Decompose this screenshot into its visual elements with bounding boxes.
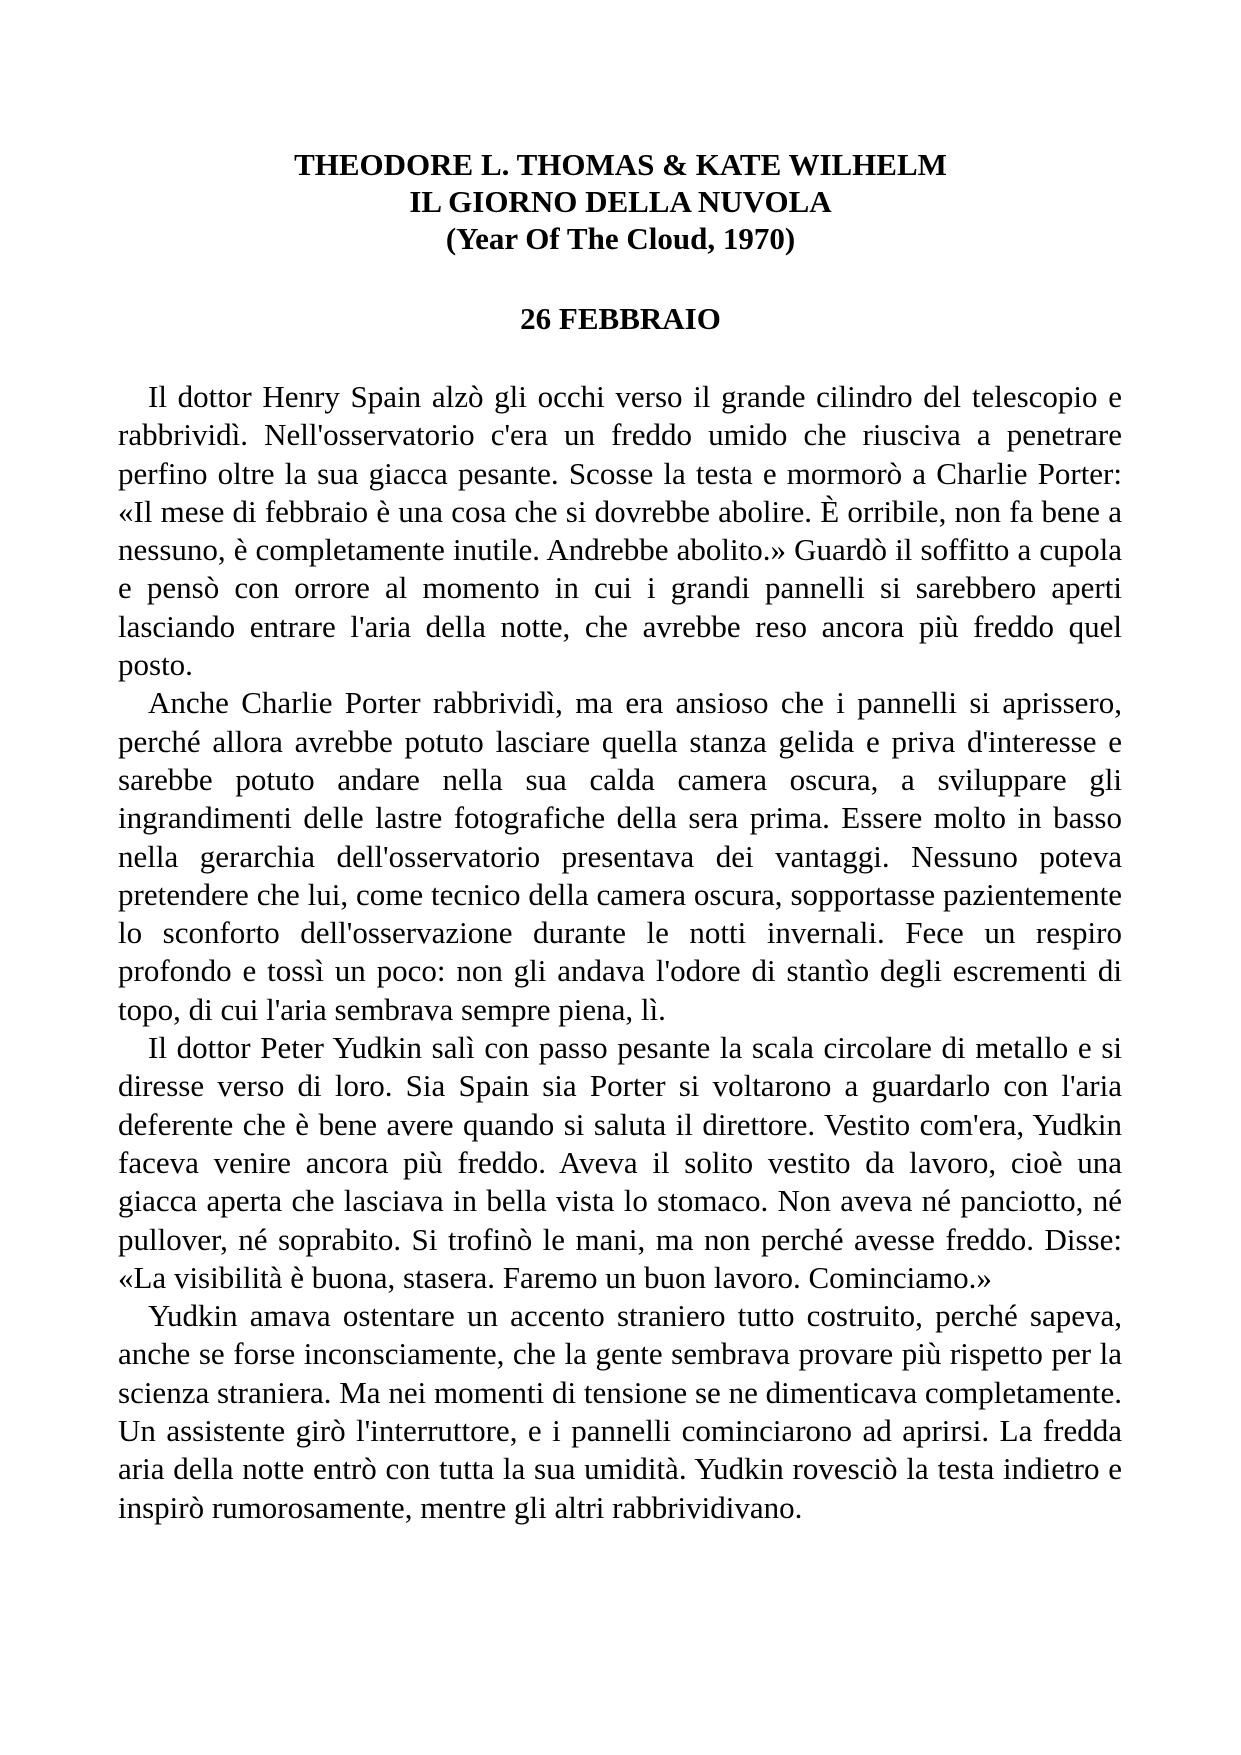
paragraph: Il dottor Peter Yudkin salì con passo pesante la scala circolare di metallo e si diresse verso di loro. Sia Spain sia Porter si voltarono a guardarlo con l'aria deferente che è bene avere quando si saluta il direttore. Vestito com'era, Yudkin faceva venire ancora più freddo. Aveva il solito vestito da lavoro, cioè una giacca aperta che lasciava in bella vista lo stomaco. Non aveva né panciotto, né pullover, né soprabito. Si trofinò le mani, ma non perché avesse freddo. Disse: «La visibilità è buona, stasera. Faremo un buon lavoro. Cominciamo.» — [118, 1030, 1122, 1295]
story-title: IL GIORNO DELLA NUVOLA — [409, 184, 832, 219]
body-text — [118, 378, 1122, 1527]
title-block — [0, 146, 1241, 257]
section-heading: 26 FEBBRAIO — [520, 301, 721, 336]
paragraph: Anche Charlie Porter rabbrividì, ma era ansioso che i pannelli si aprissero, perché allora avrebbe potuto lasciare quella stanza gelida e priva d'interesse e sarebbe potuto andare nella sua calda camera oscura, a sviluppare gli ingrandimenti delle lastre fotografiche della sera prima. Essere molto in basso nella gerarchia dell'osservatorio presentava dei vantaggi. Nessuno poteva pretendere che lui, come tecnico della camera oscura, sopportasse pazientemente lo sconforto dell'osservazione durante le notti invernali. Fece un respiro profondo e tossì un poco: non gli andava l'odore di stantìo degli escrementi di topo, di cui l'aria sembrava sempre piena, lì. — [118, 685, 1122, 1027]
authors-heading: THEODORE L. THOMAS & KATE WILHELM — [294, 147, 947, 182]
original-title: (Year Of The Cloud, 1970) — [445, 221, 796, 256]
paragraph: Il dottor Henry Spain alzò gli occhi verso il grande cilindro del telescopio e rabbrividì. Nell'osservatorio c'era un freddo umido che riusciva a penetrare perfino oltre la sua giacca pesante. Scosse la testa e mormorò a Charlie Porter: «Il mese di febbraio è una cosa che si dovrebbe abolire. È orribile, non fa bene a nessuno, è completamente inutile. Andrebbe abolito.» Guardò il soffitto a cupola e pensò con orrore al momento in cui i grandi pannelli si sarebbero aperti lasciando entrare l'aria della notte, che avrebbe reso ancora più freddo quel posto. — [118, 379, 1122, 683]
paragraph: Yudkin amava ostentare un accento straniero tutto costruito, perché sapeva, anche se forse inconsciamente, che la gente sembrava provare più rispetto per la scienza straniera. Ma nei momenti di tensione se ne dimenticava completamente. Un assistente girò l'interruttore, e i pannelli cominciarono ad aprirsi. La fredda aria della notte entrò con tutta la sua umidità. Yudkin rovesciò la testa indietro e inspirò rumorosamente, mentre gli altri rabbrividivano. — [118, 1298, 1122, 1525]
